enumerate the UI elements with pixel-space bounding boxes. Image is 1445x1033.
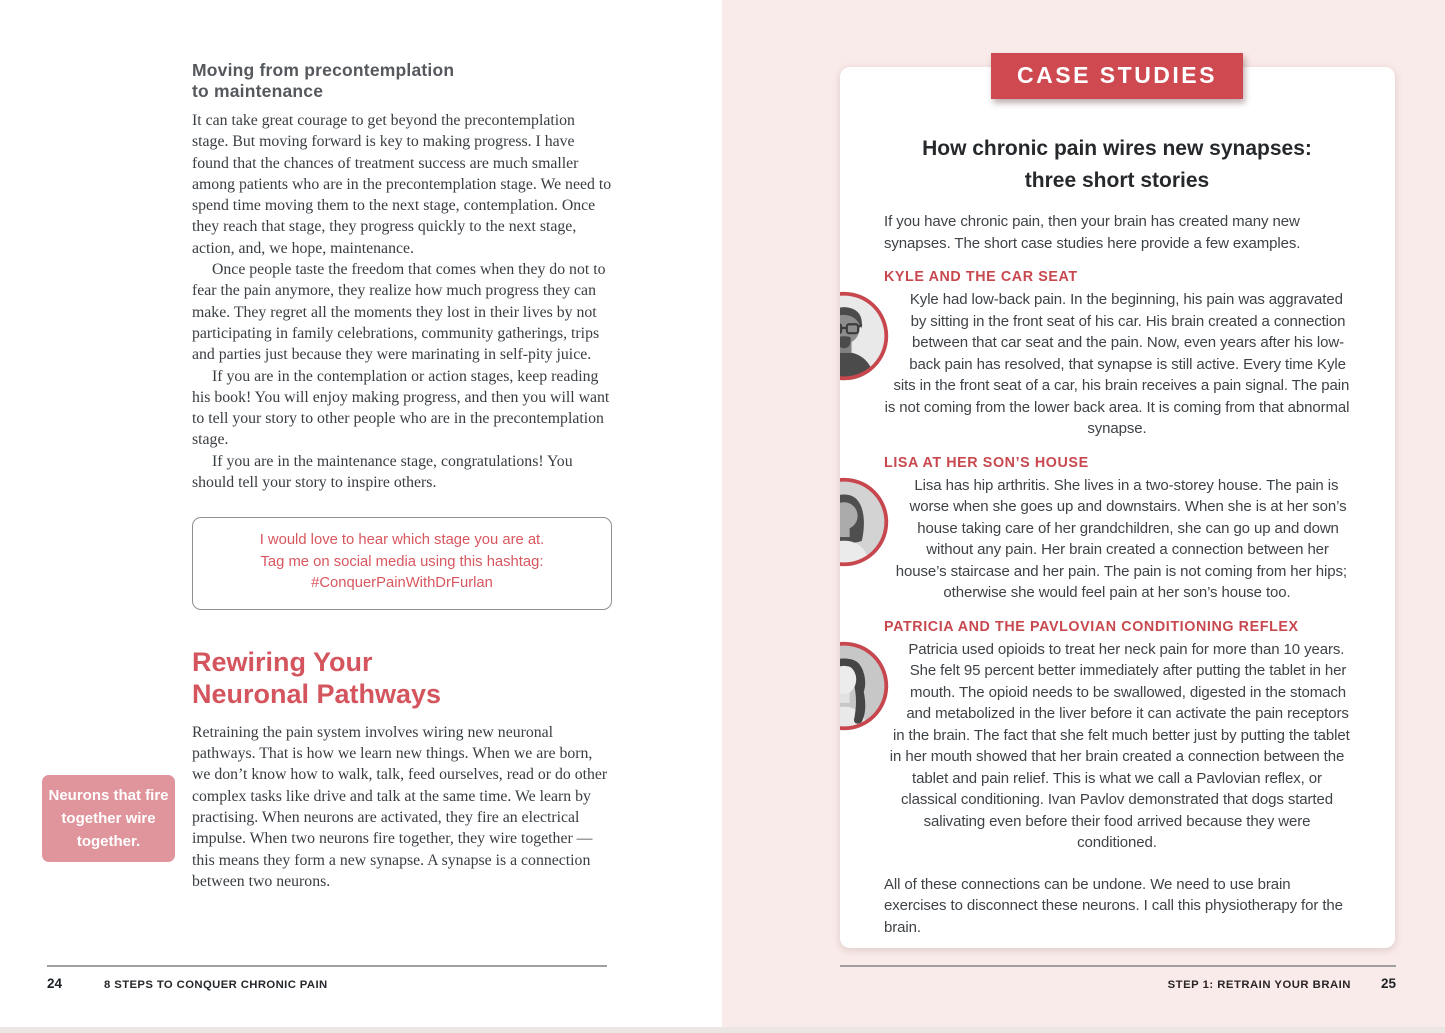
closing-paragraph: All of these connections can be undone. We need to use brain exercises to disconnect these neurons. I call this physiotherapy for the brain. <box>884 875 1343 936</box>
right-page <box>722 0 1445 1033</box>
page-number: 24 <box>47 976 63 991</box>
right-page-footer <box>840 965 1396 991</box>
left-page-footer <box>47 965 607 991</box>
case-heading: LISA AT HER SON’S HOUSE <box>884 454 1089 471</box>
heading-line-2: to maintenance <box>192 81 324 101</box>
woman-long-hair-avatar-icon <box>840 639 891 733</box>
case-paragraph: Patricia used opioids to treat her neck pain for more than 10 years. She felt 95 percent better immediately after putting the tablet in her mouth. The opioid needs to be swallowed, digested in the stomach and metabolized in the liver before it can activate the pain receptors in the brain. The fact that she felt much better just by putting the tablet in her mouth showed that her brain created a connection between the tablet and pain relief. This is what we call a Pavlovian reflex, or classical conditioning. Ivan Pavlov demonstrated that dogs started salivating even before their food arrived because they were conditioned. <box>889 640 1350 851</box>
case-paragraph: Lisa has hip arthritis. She lives in a two-storey house. The pain is worse when she goes up and downstairs. When she is at her son’s house taking care of her grandchildren, she can go up and down without any pain. Her brain created a connection between her house’s staircase and her pain. The pain is not coming from her hips; otherwise she would feel pain at her son’s house too. <box>895 476 1347 601</box>
running-chapter-title: STEP 1: RETRAIN YOUR BRAIN <box>1167 979 1351 991</box>
title-line-2: three short stories <box>1024 169 1210 192</box>
case-paragraph: Kyle had low-back pain. In the beginning, his pain was aggravated by sitting in the front seat of his car. His brain created a connection between that car seat and the pain. Now, even years after his low-back pain has resolved, that synapse is still active. Every time Kyle sits in the front seat of a car, his brain receives a pain signal. The pain is not coming from the lower back area. It is coming from that abnormal synapse. <box>884 291 1350 437</box>
case-text-block <box>884 475 1350 604</box>
case-text-block <box>884 289 1350 440</box>
callout-hashtag: #ConquerPainWithDrFurlan <box>311 575 493 592</box>
body-paragraph: If you are in the contemplation or action stages, keep reading his book! You will enjoy making progress, and then you will want to tell your story to other people who are in the precontemplation stage. <box>192 367 610 449</box>
woman-bob-hair-avatar-icon <box>840 475 891 569</box>
case-heading: KYLE AND THE CAR SEAT <box>884 269 1078 285</box>
left-page <box>0 0 722 1033</box>
case-studies-title <box>884 133 1350 197</box>
running-book-title: 8 STEPS TO CONQUER CHRONIC PAIN <box>104 979 328 991</box>
callout-line-2: Tag me on social media using this hashtag: <box>260 553 544 570</box>
case-kyle <box>884 269 1350 440</box>
left-page-text-column <box>192 60 612 892</box>
case-heading: PATRICIA AND THE PAVLOVIAN CONDITIONING REFLEX <box>884 618 1299 635</box>
title-line-1: How chronic pain wires new synapses: <box>922 137 1312 160</box>
man-glasses-beard-avatar-icon <box>840 289 891 383</box>
heading-line-2: Neuronal Pathways <box>192 678 442 709</box>
body-paragraph: If you are in the maintenance stage, congratulations! You should tell your story to inspire others. <box>192 452 573 492</box>
neurons-pull-quote-chip: Neurons that fire together wire together. <box>42 775 175 862</box>
body-paragraph: It can take great courage to get beyond the precontemplation stage. But moving forward is key to making progress. I have found that the chances of treatment success are much smaller among patients who are in the precontemplation stage. We need to spend time moving them to the next stage, contemplation. Once they reach that stage, they progress quickly to the next stage, action, and, we hope, maintenance. <box>192 112 612 257</box>
section-heading-rewiring <box>192 646 612 710</box>
body-paragraph: Retraining the pain system involves wiring new neuronal pathways. That is how we learn new things. When we are born, we don’t know how to walk, talk, feed ourselves, read or do other complex tasks like drive and talk at the same time. We learn by practising. When neurons are activated, they fire an electrical impulse. When two neurons fire together, they wire together — this means they form a new synapse. A synapse is a connection between two neurons. <box>192 723 608 890</box>
case-lisa <box>884 455 1350 604</box>
section-heading-precontemplation <box>192 60 612 102</box>
footer-rule <box>840 965 1396 967</box>
case-studies-banner: CASE STUDIES <box>991 53 1243 99</box>
case-studies-card <box>840 67 1395 948</box>
page-bottom-edge <box>0 1027 1445 1033</box>
case-patricia <box>884 619 1350 854</box>
social-media-callout-box <box>192 517 612 610</box>
case-studies-intro: If you have chronic pain, then your brain has created many new synapses. The short case studies here provide a few examples. <box>884 213 1301 252</box>
case-text-block <box>884 639 1350 854</box>
heading-line-1: Rewiring Your <box>192 646 373 677</box>
heading-line-1: Moving from precontemplation <box>192 60 455 80</box>
body-paragraph: Once people taste the freedom that comes when they do not to fear the pain anymore, they realize how much progress they can make. They regret all the moments they lost in their lives by not participating in family celebrations, community gatherings, trips and parties just because they were marinating in self-pity juice. <box>192 261 606 364</box>
page-number: 25 <box>1380 976 1396 991</box>
footer-rule <box>47 965 607 967</box>
callout-line-1: I would love to hear which stage you are at. <box>259 532 545 549</box>
